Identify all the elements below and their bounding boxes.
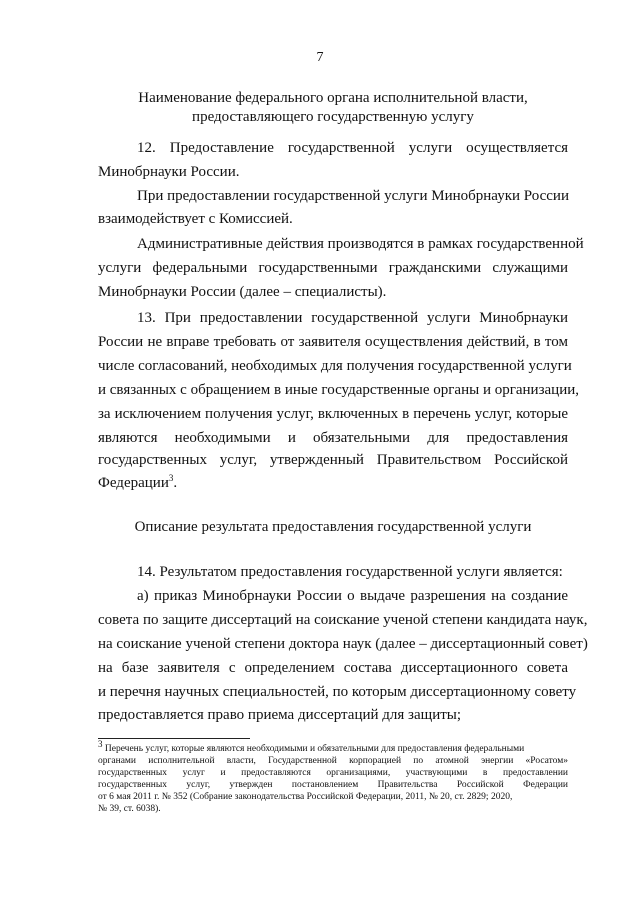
paragraph-admin-line: Административные действия производятся в рамках государственной	[137, 236, 584, 252]
paragraph-14-line: совета по защите диссертаций на соискание ученой степени кандидата наук,	[98, 612, 588, 628]
page-number: 7	[316, 50, 324, 65]
heading-line: предоставляющего государственную услугу	[192, 109, 474, 125]
paragraph-13-line: являются необходимыми и обязательными для предоставления	[98, 430, 568, 446]
paragraph-interaction-line: При предоставлении государственной услуги Минобрнауки России	[137, 188, 569, 204]
paragraph-14-line: а) приказ Минобрнауки России о выдаче разрешения на создание	[137, 588, 568, 604]
paragraph-13-line: России не вправе требовать от заявителя осуществления действий, в том	[98, 334, 568, 350]
paragraph-13-text: .	[173, 475, 178, 491]
footnote-line: органами исполнительной власти, Государственной корпорацией по атомной энергии «Росатом»	[98, 756, 568, 766]
footnote-ref: 3	[168, 473, 174, 483]
footnote-line	[98, 739, 568, 755]
paragraph-14-line: на соискание ученой степени доктора наук (далее – диссертационный совет)	[98, 636, 588, 652]
paragraph-12-line: Минобрнауки России.	[98, 164, 240, 180]
footnote-line: государственных услуг и предоставляются организациями, участвующими в предоставлении	[98, 768, 568, 778]
paragraph-14-line: предоставляется право приема диссертаций для защиты;	[98, 707, 462, 723]
paragraph-13-line	[98, 474, 568, 493]
paragraph-13-line: числе согласований, необходимых для получения государственной услуги	[98, 358, 572, 374]
paragraph-14-line: 14. Результатом предоставления государственной услуги является:	[137, 564, 563, 580]
paragraph-13-line: и связанных с обращением в иные государственные органы и организации,	[98, 382, 580, 398]
paragraph-12-line: 12. Предоставление государственной услуги осуществляется	[137, 140, 568, 156]
paragraph-interaction-line: взаимодействует с Комиссией.	[98, 211, 293, 227]
footnote-divider	[98, 738, 250, 739]
paragraph-14-line: и перечня научных специальностей, по которым диссертационному совету	[98, 684, 577, 700]
paragraph-13-line: за исключением получения услуг, включенных в перечень услуг, которые	[98, 406, 568, 422]
footnote-line: государственных услуг, утвержден постановлением Правительства Российской Федерации	[98, 780, 568, 790]
section-heading-result: Описание результата предоставления государственной услуги	[134, 519, 532, 535]
paragraph-admin-line: услуги федеральными государственными гражданскими служащими	[98, 260, 568, 276]
paragraph-13-text: Федерации	[98, 475, 169, 491]
footnote-marker: 3	[98, 739, 103, 749]
heading-line: Наименование федерального органа исполнительной власти,	[138, 90, 528, 106]
footnote-text: Перечень услуг, которые являются необходимыми и обязательными для предоставления федеральными	[102, 744, 525, 755]
paragraph-13-line: 13. При предоставлении государственной услуги Минобрнауки	[137, 310, 568, 326]
section-heading-federal-body	[98, 89, 568, 127]
paragraph-13-line: государственных услуг, утвержденный Правительством Российской	[98, 452, 568, 468]
footnote-line: № 39, ст. 6038).	[98, 804, 161, 814]
paragraph-14-line: на базе заявителя с определением состава диссертационного совета	[98, 660, 568, 676]
paragraph-admin-line: Минобрнауки России (далее – специалисты).	[98, 284, 387, 300]
footnote-line: от 6 мая 2011 г. № 352 (Собрание законодательства Российской Федерации, 2011, № 20, ст. 2829; 2020,	[98, 792, 513, 802]
